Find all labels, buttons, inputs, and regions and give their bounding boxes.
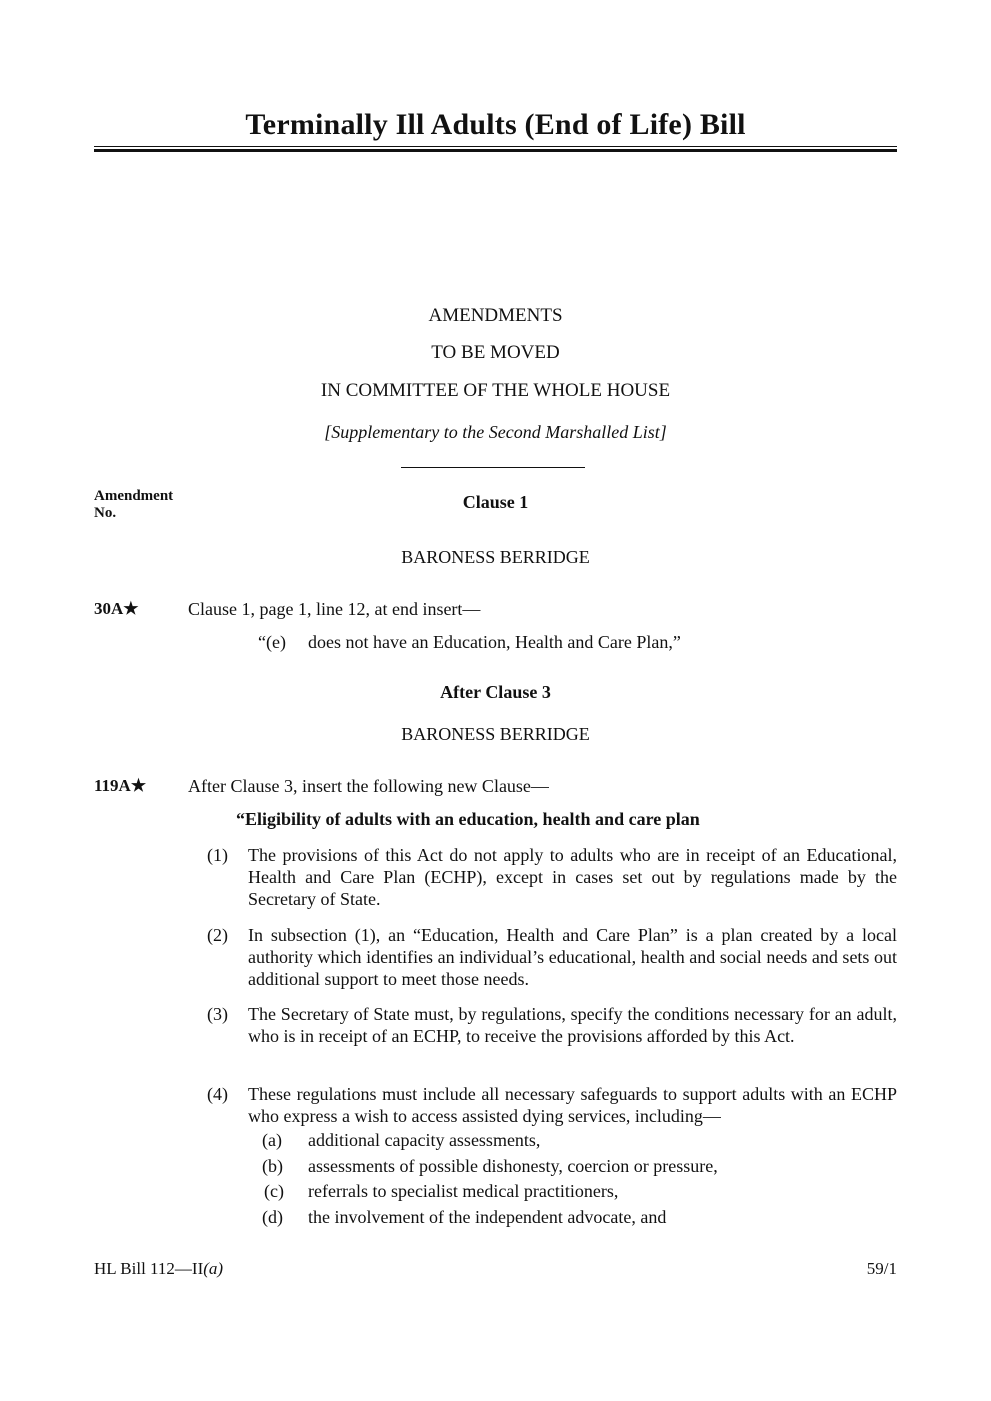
section-heading-clause-1: Clause 1	[462, 492, 529, 512]
intro-line-to-be-moved: TO BE MOVED	[431, 342, 560, 363]
star-icon: ★	[130, 776, 147, 795]
subsection-label: (2)	[207, 925, 228, 945]
item-c-label: (c)	[264, 1181, 284, 1201]
subsection-1	[207, 844, 897, 910]
subsection-2	[207, 924, 897, 990]
subsection-text: The provisions of this Act do not apply to adults who are in receipt of an Educational, Health and Care Plan (ECHP), except in cases set out by regulations made by the Secretary of State.	[248, 845, 897, 909]
column-label-line1: Amendment	[94, 488, 174, 504]
item-d-label: (d)	[262, 1207, 283, 1227]
item-a-text: additional capacity assessments,	[308, 1130, 541, 1150]
item-b-label: (b)	[262, 1156, 283, 1176]
subsection-label: (1)	[207, 845, 228, 865]
title-rule-thick	[94, 149, 897, 152]
section-heading-after-clause-3: After Clause 3	[440, 682, 551, 702]
subsection-label: (4)	[207, 1084, 228, 1104]
section-divider	[401, 467, 585, 468]
page-reference: 59/1	[866, 1259, 897, 1278]
subsection-label: (3)	[207, 1004, 228, 1024]
intro-subtitle: [Supplementary to the Second Marshalled List]	[324, 422, 667, 442]
bill-reference: HL Bill 112—II(a)	[94, 1259, 224, 1278]
column-label-line2: No.	[94, 505, 117, 521]
subsection-text: The Secretary of State must, by regulations, specify the conditions necessary for an adult, who is in receipt of an ECHP, to receive the provisions afforded by this Act.	[248, 1004, 897, 1046]
item-b-text: assessments of possible dishonesty, coercion or pressure,	[308, 1156, 718, 1176]
star-icon: ★	[123, 599, 139, 618]
item-d-text: the involvement of the independent advocate, and	[308, 1207, 667, 1227]
item-c-text: referrals to specialist medical practitioners,	[308, 1181, 619, 1201]
title-rule-thin	[94, 146, 897, 147]
intro-line-amendments: AMENDMENTS	[428, 305, 563, 326]
subsection-text: In subsection (1), an “Education, Health and Care Plan” is a plan created by a local authority which identifies an individual’s educational, health and social needs and sets out additional support to meet those needs.	[248, 925, 897, 989]
new-clause-title: “Eligibility of adults with an education, health and care plan	[236, 809, 700, 829]
document-title: Terminally Ill Adults (End of Life) Bill	[245, 108, 746, 141]
subsection-text: These regulations must include all necessary safeguards to support adults with an ECHP who express a wish to access assisted dying services, including—	[248, 1084, 897, 1126]
subsection-4	[207, 1083, 897, 1127]
intro-line-committee: IN COMMITTEE OF THE WHOLE HOUSE	[320, 380, 671, 401]
amendment-instruction: Clause 1, page 1, line 12, at end insert—	[188, 599, 481, 619]
amendment-number: 30A★	[94, 599, 139, 618]
amendment-instruction: After Clause 3, insert the following new Clause—	[188, 776, 549, 796]
insert-label: “(e)	[258, 632, 286, 652]
amendment-number: 119A★	[94, 776, 147, 795]
insert-text: does not have an Education, Health and Care Plan,”	[308, 632, 681, 652]
member-name: BARONESS BERRIDGE	[401, 724, 590, 744]
member-name: BARONESS BERRIDGE	[401, 547, 590, 567]
item-a-label: (a)	[262, 1130, 282, 1150]
subsection-3	[207, 1003, 897, 1047]
